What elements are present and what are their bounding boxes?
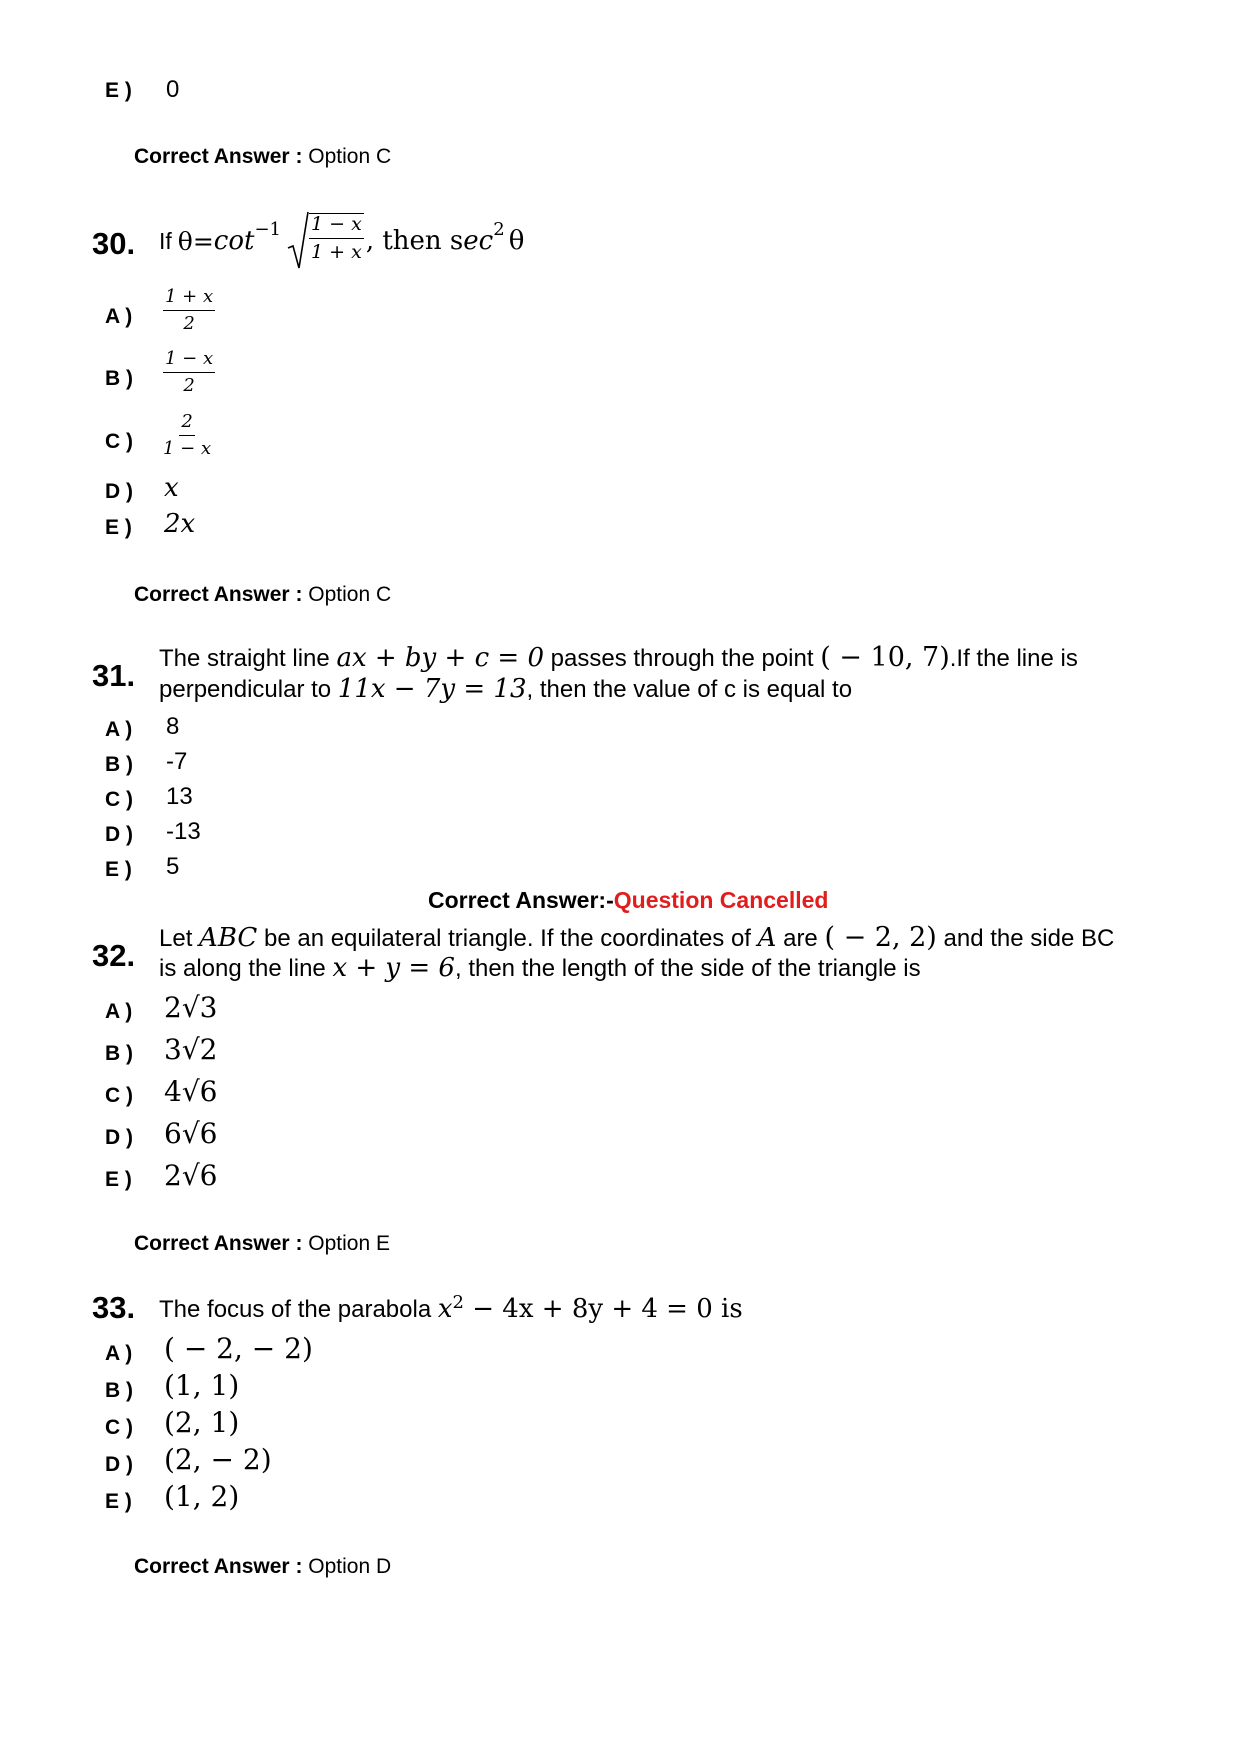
- fraction-numerator: 1 − x: [163, 349, 215, 373]
- option-value: 4√6: [164, 1075, 218, 1108]
- option-label: C ): [105, 1416, 133, 1439]
- option-value: (2, 1): [164, 1406, 240, 1439]
- fraction-denominator: 1 − x: [163, 437, 212, 459]
- equation: ax + by + c = 0: [336, 643, 544, 673]
- correct-answer-label: Correct Answer :: [134, 145, 303, 168]
- option-label: A ): [105, 305, 133, 328]
- correct-answer: [428, 887, 828, 914]
- correct-answer-value: Option D: [308, 1555, 392, 1578]
- correct-answer-label: Correct Answer :: [134, 583, 303, 606]
- question-number: 32.: [92, 938, 136, 973]
- fraction-numerator: 2: [179, 412, 194, 436]
- option-value: 0: [166, 76, 180, 103]
- option-label: C ): [105, 430, 133, 453]
- theta-symbol: θ: [508, 226, 525, 256]
- option-label: E ): [105, 516, 132, 539]
- correct-answer: [134, 145, 391, 169]
- inverse-superscript: −1: [254, 218, 281, 240]
- vertex-name: A: [757, 923, 777, 953]
- option-value: 3√2: [164, 1033, 218, 1066]
- equation-variable: x: [437, 1294, 453, 1324]
- option-value: x: [164, 473, 179, 503]
- option-label: B ): [105, 753, 133, 776]
- option-label: D ): [105, 1126, 133, 1149]
- option-label: A ): [105, 1000, 133, 1023]
- option-value: (2, − 2): [164, 1443, 272, 1476]
- option-label: D ): [105, 823, 133, 846]
- option-value: 2√3: [164, 991, 218, 1024]
- option-value: 8: [166, 713, 180, 740]
- question-text-line: [159, 1292, 743, 1324]
- option-fraction: [163, 287, 215, 334]
- sec-function: ec: [463, 226, 494, 256]
- option-value: 5: [166, 853, 180, 880]
- fraction-denominator: 2: [183, 374, 195, 396]
- equation: 11x − 7y = 13: [337, 674, 527, 704]
- option-value: -7: [166, 748, 188, 775]
- question-text: be an equilateral triangle. If the coordinates of: [263, 925, 751, 952]
- option-label: C ): [105, 1084, 133, 1107]
- option-label: D ): [105, 1453, 133, 1476]
- question-text-line: [159, 674, 852, 704]
- option-label: E ): [105, 79, 132, 102]
- option-label: A ): [105, 1342, 133, 1365]
- square-superscript: 2: [493, 218, 505, 240]
- question-text: If: [159, 227, 172, 254]
- option-value: -13: [166, 818, 201, 845]
- option-label: E ): [105, 858, 132, 881]
- question-cancelled-status: Question Cancelled: [613, 887, 829, 913]
- option-value: (1, 2): [164, 1480, 240, 1513]
- question-text: The straight line: [159, 645, 330, 672]
- option-label: B ): [105, 1042, 133, 1065]
- radical-sign-icon: [287, 210, 309, 272]
- theta-symbol: θ=: [177, 226, 214, 256]
- radicand-fraction: [309, 213, 364, 264]
- question-text-line: [159, 642, 1078, 673]
- option-label: B ): [105, 367, 133, 390]
- question-text: is along the line: [159, 955, 326, 982]
- correct-answer-label: Correct Answer:-: [428, 887, 614, 913]
- option-label: A ): [105, 718, 133, 741]
- point-coordinates: ( − 10, 7): [820, 642, 950, 673]
- option-label: E ): [105, 1490, 132, 1513]
- fraction-numerator: 1 + x: [163, 287, 215, 311]
- option-fraction: [163, 412, 211, 459]
- option-value: 13: [166, 783, 193, 810]
- correct-answer: [134, 1555, 391, 1579]
- then-text: , then s: [365, 226, 464, 256]
- option-label: D ): [105, 480, 133, 503]
- option-value: 2x: [164, 509, 196, 539]
- question-text: Let: [159, 925, 193, 952]
- option-value: (1, 1): [164, 1369, 240, 1402]
- option-label: B ): [105, 1379, 133, 1402]
- option-value: ( − 2, − 2): [164, 1332, 313, 1365]
- fraction-denominator: 1 + x: [311, 240, 362, 263]
- question-text: .If the line is: [949, 645, 1078, 672]
- correct-answer-value: Option C: [308, 583, 392, 606]
- option-value: 2√6: [164, 1159, 218, 1192]
- correct-answer: [134, 583, 391, 607]
- question-text: , then the value of c is equal to: [526, 676, 853, 703]
- equation: − 4x + 8y + 4 = 0 is: [463, 1294, 743, 1324]
- correct-answer-value: Option C: [308, 145, 392, 168]
- correct-answer-label: Correct Answer :: [134, 1232, 303, 1255]
- equation: x + y = 6: [332, 953, 455, 983]
- cot-function: cot: [213, 226, 255, 256]
- point-coordinates: ( − 2, 2): [824, 922, 937, 953]
- fraction-denominator: 2: [183, 312, 195, 334]
- question-number: 33.: [92, 1290, 136, 1325]
- correct-answer: [134, 1232, 390, 1256]
- question-text: and the side BC: [943, 925, 1115, 952]
- square-superscript: 2: [452, 1292, 464, 1313]
- question-number: 30.: [92, 226, 136, 261]
- option-value: 6√6: [164, 1117, 218, 1150]
- question-text: perpendicular to: [159, 676, 332, 703]
- option-label: C ): [105, 788, 133, 811]
- fraction-numerator: 1 − x: [309, 214, 364, 239]
- question-number: 31.: [92, 658, 136, 693]
- correct-answer-value: Option E: [308, 1232, 390, 1255]
- question-text: are: [783, 925, 818, 952]
- triangle-name: ABC: [199, 923, 258, 953]
- question-text: passes through the point: [550, 645, 814, 672]
- question-text-line: [159, 922, 1114, 953]
- question-text: , then the length of the side of the triangle is: [454, 955, 921, 982]
- question-stem: [159, 206, 524, 276]
- question-text-line: [159, 953, 921, 983]
- option-label: E ): [105, 1168, 132, 1191]
- question-text: The focus of the parabola: [159, 1296, 432, 1323]
- correct-answer-label: Correct Answer :: [134, 1555, 303, 1578]
- option-fraction: [163, 349, 215, 396]
